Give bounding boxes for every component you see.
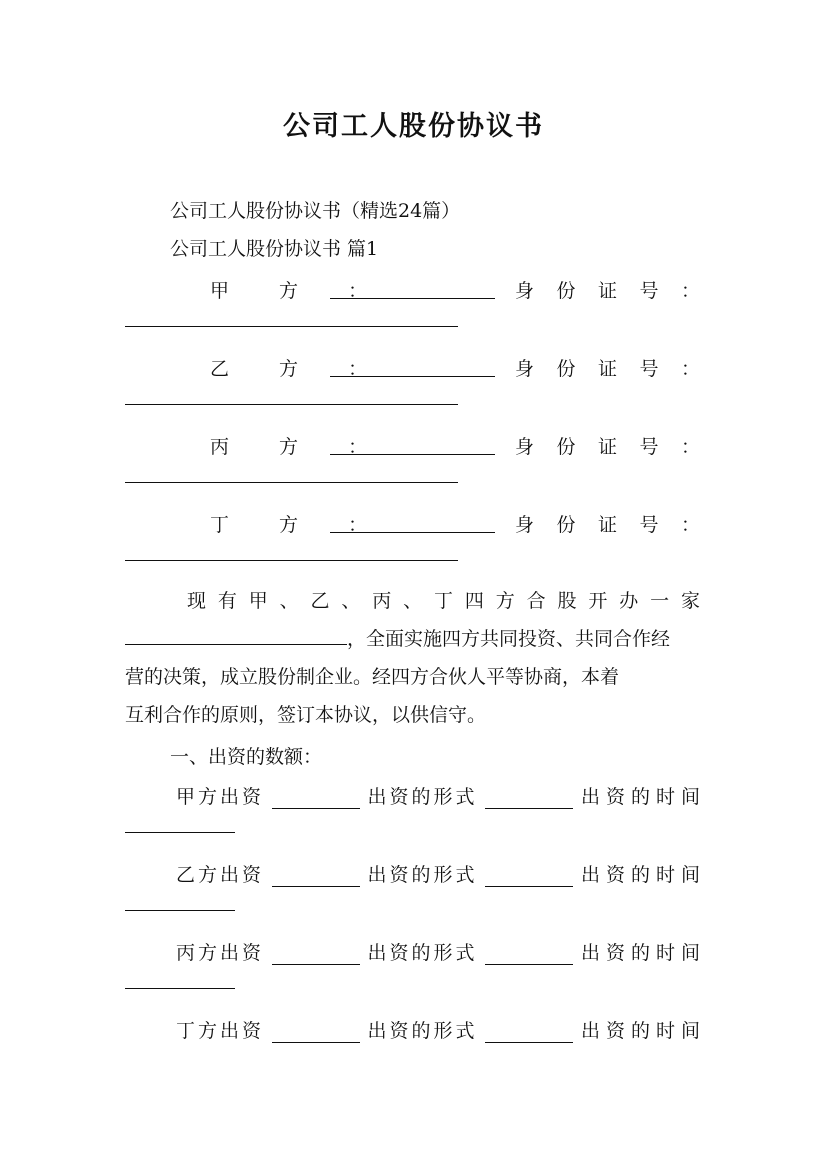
party-name-blank[interactable] (330, 434, 495, 455)
party-label: 丁 方 ： (210, 514, 390, 536)
investment-row-ding (125, 1016, 706, 1056)
company-name-blank[interactable] (125, 624, 347, 645)
amount-blank[interactable] (272, 1022, 360, 1043)
investment-form-label: 出资的形式 (367, 864, 478, 886)
paragraph-line: 营的决策，成立股份制企业。经四方合伙人平等协商，本着 (125, 666, 620, 688)
id-number-blank[interactable] (125, 404, 458, 405)
amount-blank[interactable] (272, 944, 360, 965)
amount-blank[interactable] (272, 788, 360, 809)
form-blank[interactable] (485, 866, 573, 887)
investment-amount-label: 丁方出资 (176, 1020, 265, 1042)
document-subtitle: 公司工人股份协议书（精选24篇） (170, 200, 461, 222)
investment-time-label: 出资的时间 (580, 1020, 706, 1042)
investment-amount-label: 甲方出资 (176, 786, 265, 808)
investment-form-label: 出资的形式 (367, 942, 478, 964)
section-heading: 公司工人股份协议书 篇1 (170, 238, 379, 260)
party-row-bing (125, 432, 700, 502)
form-blank[interactable] (485, 944, 573, 965)
paragraph-line: 现 有 甲 、 乙 、 丙 、 丁 四 方 合 股 开 办 一 家 (187, 590, 700, 612)
party-row-yi (125, 354, 700, 424)
investment-amount-label: 乙方出资 (176, 864, 265, 886)
investment-time-label: 出资的时间 (580, 942, 706, 964)
investment-row-bing (125, 938, 706, 1008)
party-name-blank[interactable] (330, 356, 495, 377)
party-name-blank[interactable] (330, 512, 495, 533)
party-label: 乙 方 ： (210, 358, 390, 380)
investment-form-label: 出资的形式 (367, 786, 478, 808)
party-label: 甲 方 ： (210, 280, 390, 302)
party-label: 丙 方 ： (210, 436, 390, 458)
paragraph-line (125, 620, 700, 658)
amount-blank[interactable] (272, 866, 360, 887)
party-name-blank[interactable] (330, 278, 495, 299)
id-number-label: 身 份 证 号 ： (515, 436, 700, 458)
id-number-blank[interactable] (125, 560, 458, 561)
time-blank[interactable] (125, 910, 235, 911)
document-title: 公司工人股份协议书 (283, 111, 544, 142)
party-row-ding (125, 510, 700, 580)
id-number-label: 身 份 证 号 ： (515, 358, 700, 380)
form-blank[interactable] (485, 1022, 573, 1043)
investment-amount-label: 丙方出资 (176, 942, 265, 964)
paragraph-line: 互利合作的原则，签订本协议，以供信守。 (125, 704, 487, 726)
id-number-blank[interactable] (125, 482, 458, 483)
form-blank[interactable] (485, 788, 573, 809)
time-blank[interactable] (125, 988, 235, 989)
investment-row-yi (125, 860, 706, 930)
id-number-label: 身 份 证 号 ： (515, 514, 700, 536)
investment-row-jia (125, 782, 706, 852)
agreement-paragraph (125, 582, 700, 734)
investment-form-label: 出资的形式 (367, 1020, 478, 1042)
party-row-jia (125, 276, 700, 346)
id-number-blank[interactable] (125, 326, 458, 327)
id-number-label: 身 份 证 号 ： (515, 280, 700, 302)
paragraph-text: ，全面实施四方共同投资、共同合作经 (347, 628, 671, 650)
time-blank[interactable] (125, 832, 235, 833)
investment-time-label: 出资的时间 (580, 864, 706, 886)
clause-heading: 一、出资的数额： (170, 746, 323, 768)
investment-time-label: 出资的时间 (580, 786, 706, 808)
